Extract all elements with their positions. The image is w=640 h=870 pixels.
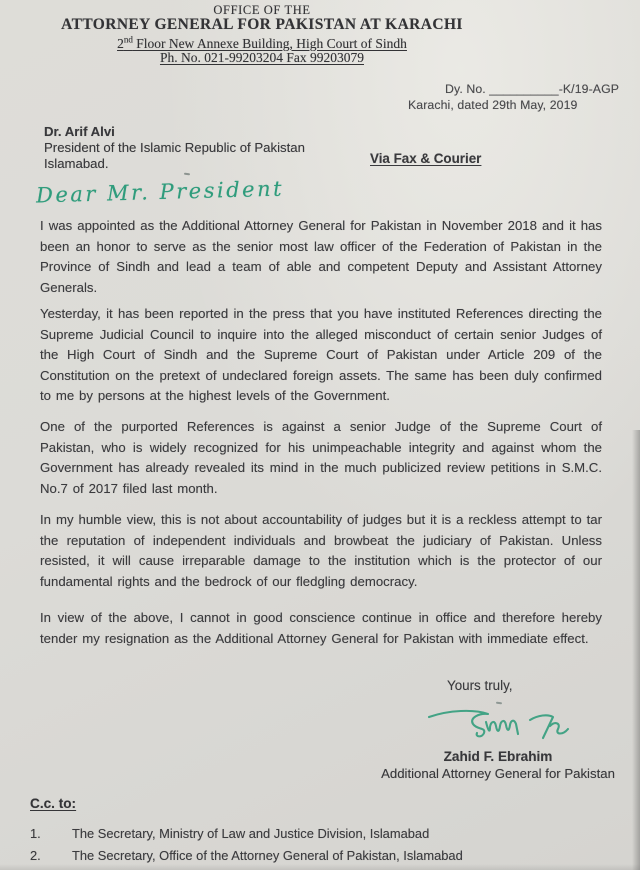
office-line: OFFICE OF THE (213, 3, 311, 17)
address-floor-suffix: nd (123, 34, 133, 44)
address-floor-number: 2 (117, 35, 124, 51)
signature-ink (424, 700, 584, 748)
cc-heading (30, 796, 76, 811)
scan-edge-shadow (0, 864, 640, 870)
letterhead-address (0, 34, 524, 52)
ink-mark (184, 173, 190, 176)
body-paragraph-5: In view of the above, I cannot in good conscience continue in office and therefore hereby tender my resignation as the Additional Attorney General for Pakistan with immediate effect. (40, 610, 602, 646)
address-rest: Floor New Annexe Building, High Court of Sindh (132, 35, 407, 51)
phone-text: Ph. No. 021-99203204 Fax 99203079 (159, 50, 364, 65)
cc-item-1 (30, 826, 429, 841)
delivery-method-label (370, 151, 481, 166)
recipient-block (44, 124, 305, 173)
body-paragraph-1: I was appointed as the Additional Attorney General for Pakistan in November 2018 and it has been an honor to serve as the senior most law officer of the Federation of Pakistan in the Province of Sindh and lead a team of able and competent Deputy and Assistant Attorney Generals. (40, 218, 602, 295)
recipient-name: Dr. Arif Alvi (44, 124, 115, 139)
signatory-name: Zahid F. Ebrahim (443, 749, 553, 764)
body-paragraph-3: One of the purported References is against a senior Judge of the Supreme Court of Pakistan, who is widely recognized for his unimpeachable integrity and against whom the Government has already revealed its mind in the much publicized review petitions in S.M.C. No.7 of 2017 filed last month. (40, 419, 602, 496)
cc-item-2 (30, 848, 463, 863)
recipient-city: Islamabad. (44, 156, 109, 172)
cc-heading-text: C.c. to: (30, 796, 77, 811)
handwritten-salutation: Dear Mr. President (35, 176, 285, 208)
date-line: Karachi, dated 29th May, 2019 (408, 98, 578, 112)
cc-item-text: The Secretary, Ministry of Law and Justice Division, Islamabad (72, 826, 430, 841)
cc-item-number: 1. (30, 826, 41, 841)
letterhead-phone (0, 50, 524, 66)
signatory-block (372, 749, 624, 782)
delivery-method-text: Via Fax & Courier (370, 151, 482, 166)
diary-number-line: Dy. No. __________-K/19-AGP (445, 82, 620, 96)
valediction: Yours truly, (447, 678, 513, 693)
cc-item-text: The Secretary, Office of the Attorney General of Pakistan, Islamabad (72, 848, 463, 863)
body-paragraph-2: Yesterday, it has been reported in the press that you have instituted References directing the Supreme Judicial Council to inquire into the alleged misconduct of certain senior Judges of the High Court of Sindh and the Supreme Court of Pakistan under Article 209 of the Constitution on the pretext of undeclared foreign assets. The same has been duly confirmed to me by persons at the highest levels of the Government. (40, 306, 602, 404)
letterhead-title: ATTORNEY GENERAL FOR PAKISTAN AT KARACHI (61, 16, 463, 33)
signatory-title: Additional Attorney General for Pakistan (381, 765, 615, 781)
body-paragraph-4: In my humble view, this is not about accountability of judges but it is a reckless attempt to tar the reputation of independent individuals and browbeat the judiciary of Pakistan. Unless resisted, it will cause irreparable damage to the institution which is the protector of our fundamental rights and the bedrock of our fledgling democracy. (40, 512, 602, 589)
cc-item-number: 2. (30, 848, 41, 863)
recipient-title: President of the Islamic Republic of Pakistan (44, 140, 305, 156)
scan-edge-shadow (632, 430, 640, 870)
